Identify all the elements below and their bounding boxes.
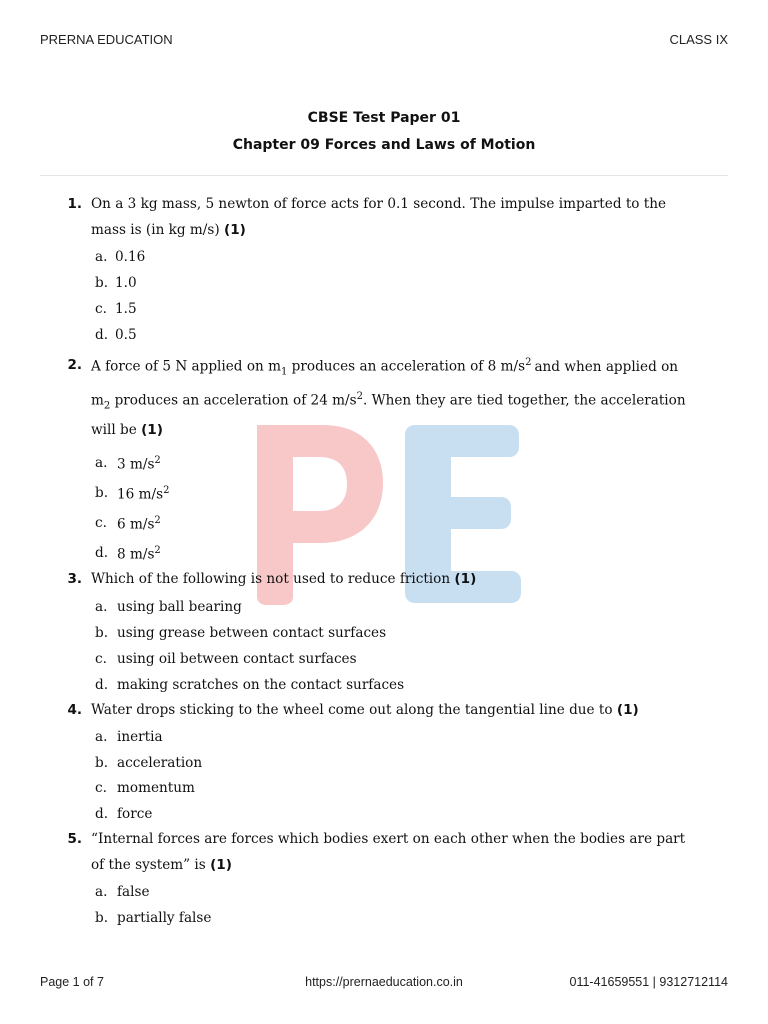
option-text: acceleration [117, 755, 203, 771]
option-letter: a. [95, 455, 108, 471]
option-letter: d. [95, 545, 109, 561]
question-text: “Internal forces are forces which bodies exert on each other when the bodies are part [91, 831, 686, 847]
option-text: 3 $m/s^2$ [117, 455, 161, 473]
option-text: 8 $m/s^2$ [117, 545, 161, 563]
marks-label: (1) [210, 857, 232, 873]
option-text: using oil between contact surfaces [117, 651, 357, 667]
option-text: inertia [117, 729, 163, 745]
option-text: 0.16 [115, 249, 146, 265]
option-letter: a. [95, 729, 108, 745]
option-text: false [117, 884, 150, 900]
option-text: 1.5 [115, 301, 137, 317]
option-letter: b. [95, 755, 109, 771]
question-text: $m_2$ produces an acceleration of 24 $m/s^2$. When they are tied together, the acceleration [91, 391, 686, 412]
option-letter: d. [95, 806, 109, 822]
question-text: Water drops sticking to the wheel come out along the tangential line due to (1) [91, 702, 639, 718]
option-letter: b. [95, 485, 109, 501]
option-letter: c. [95, 515, 107, 531]
marks-label: (1) [454, 571, 477, 587]
question-text: On a 3 kg mass, 5 newton of force acts for 0.1 second. The impulse imparted to the [91, 196, 667, 212]
marks-label: (1) [223, 222, 246, 238]
chapter-title: Chapter 09 Forces and Laws of Motion [232, 137, 536, 153]
question-number: 5. [67, 831, 82, 847]
page-number: Page 1 of 7 [40, 975, 104, 989]
marks-label: (1) [616, 702, 639, 718]
option-letter: d. [95, 327, 109, 343]
option-text: using ball bearing [117, 599, 242, 615]
header-class: CLASS IX [669, 32, 728, 47]
question-text: Which of the following is not used to reduce friction (1) [91, 571, 477, 587]
option-letter: c. [95, 651, 107, 667]
question-text: A force of 5 N applied on $m_1$ produces an acceleration of 8 $m/s^2$ and when applied on [91, 357, 679, 378]
header-brand: PRERNA EDUCATION [40, 32, 173, 47]
option-text: using grease between contact surfaces [117, 625, 387, 641]
option-letter: a. [95, 599, 108, 615]
option-text: making scratches on the contact surfaces [117, 677, 405, 693]
option-text: partially false [117, 910, 212, 926]
question-text: mass is (in kg m/s) (1) [91, 222, 246, 238]
option-text: 0.5 [115, 327, 137, 343]
option-text: 6 $m/s^2$ [117, 515, 161, 533]
option-letter: b. [95, 910, 109, 926]
question-number: 4. [67, 702, 82, 718]
website-link[interactable]: https://prernaeducation.co.in [305, 975, 463, 989]
contact-numbers: 011-41659551 | 9312712114 [569, 975, 728, 989]
option-letter: c. [95, 301, 107, 317]
option-text: momentum [117, 780, 195, 796]
question-text: will be (1) [91, 422, 163, 438]
option-text: 1.0 [115, 275, 137, 291]
question-number: 3. [67, 571, 82, 587]
question-number: 1. [67, 196, 82, 212]
question-text: of the system” is (1) [91, 857, 232, 873]
option-letter: b. [95, 275, 109, 291]
option-letter: b. [95, 625, 109, 641]
marks-label: (1) [141, 422, 163, 438]
paper-title: CBSE Test Paper 01 [307, 110, 461, 126]
option-letter: a. [95, 249, 108, 265]
option-letter: a. [95, 884, 108, 900]
option-letter: d. [95, 677, 109, 693]
question-number: 2. [67, 357, 82, 373]
option-text: force [117, 806, 153, 822]
option-letter: c. [95, 780, 107, 796]
option-text: 16 $m/s^2$ [117, 485, 170, 503]
